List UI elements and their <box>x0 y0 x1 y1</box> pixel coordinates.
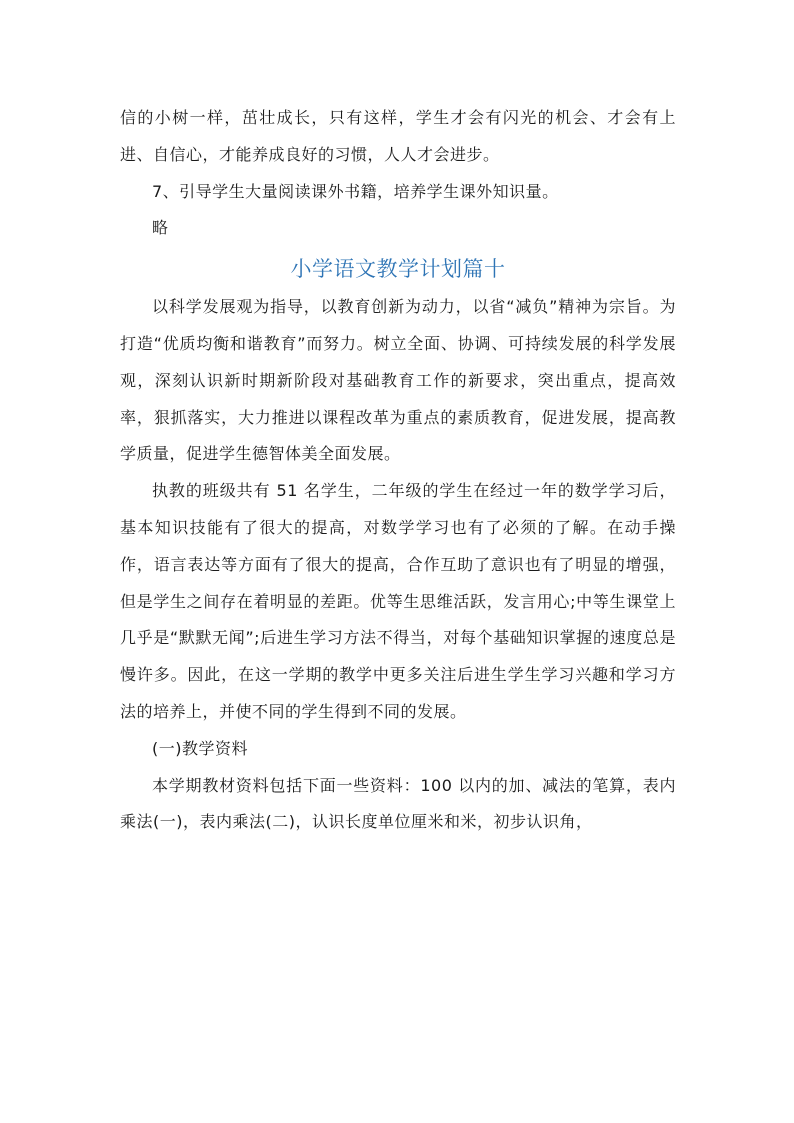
document-page <box>120 100 676 841</box>
paragraph-guiding-principle: 以科学发展观为指导，以教育创新为动力，以省“减负”精神为宗旨。为打造“优质均衡和谐教育”而努力。树立全面、协调、可持续发展的科学发展观，深刻认识新时期新阶段对基础教育工作的新要求，突出重点，提高效率，狠抓落实，大力推进以课程改革为重点的素质教育，促进发展，提高教学质量，促进学生德智体美全面发展。 <box>120 297 676 464</box>
paragraph-continuation: 信的小树一样，茁壮成长，只有这样，学生才会有闪光的机会、才会有上进、自信心，才能养成良好的习惯，人人才会进步。 <box>120 108 676 164</box>
paragraph-class-analysis: 执教的班级共有 51 名学生，二年级的学生在经过一年的数学学习后，基本知识技能有了很大的提高，对数学学习也有了必须的了解。在动手操作，语言表达等方面有了很大的提高，合作互助了意识也有了明显的增强，但是学生之间存在着明显的差距。优等生思维活跃，发言用心;中等生课堂上几乎是“默默无闻”;后进生学习方法不得当，对每个基础知识掌握的速度总是慢许多。因此，在这一学期的教学中更多关注后进生学生学习兴趣和学习方法的培养上，并使不同的学生得到不同的发展。 <box>120 481 676 721</box>
paragraph-subheading-teaching-materials: (一)教学资料 <box>152 738 248 758</box>
section-title: 小学语文教学计划篇十 <box>290 257 506 282</box>
paragraph-omitted: 略 <box>152 218 169 238</box>
paragraph-materials-content: 本学期教材资料包括下面一些资料：100 以内的加、减法的笔算，表内乘法(一)，表内乘法(二)，认识长度单位厘米和米，初步认识角， <box>120 775 676 832</box>
paragraph-item-7: 7、引导学生大量阅读课外书籍，培养学生课外知识量。 <box>152 181 559 201</box>
